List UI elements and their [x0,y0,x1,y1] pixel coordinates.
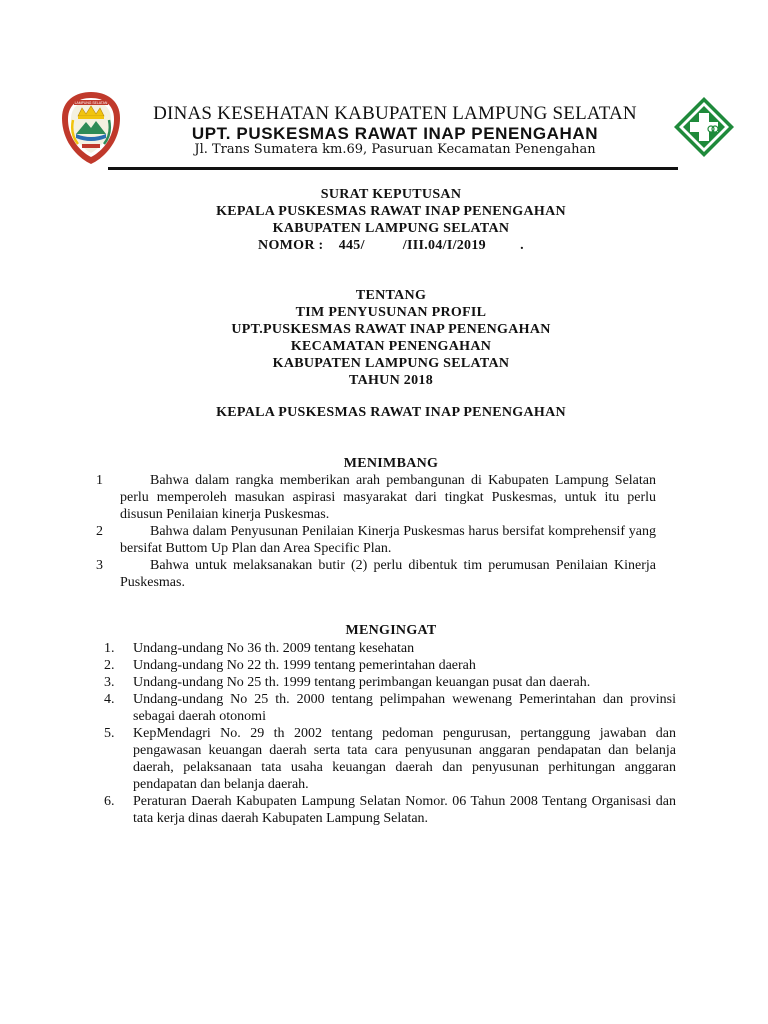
list-item [104,674,676,691]
tentang-block [100,287,682,389]
title-line: SURAT KEPUTUSAN [320,187,462,202]
menimbang-heading: MENIMBANG [343,456,439,471]
tentang-line: UPT.PUSKESMAS RAWAT INAP PENENGAHAN [231,322,551,337]
item-number: 3. [104,675,115,690]
header-institution: UPT. PUSKESMAS RAWAT INAP PENENGAHAN [191,124,599,143]
list-item [96,557,656,591]
list-item [96,523,656,557]
item-text: Bahwa dalam rangka memberikan arah pembangunan di Kabupaten Lampung Selatan perlu memperoleh masukan aspirasi masyarakat dari tingkat Puskesmas, untuk itu perlu disusun Penilaian kinerja Puskesmas. [120,473,656,522]
signatory-title: KEPALA PUSKESMAS RAWAT INAP PENENGAHAN [216,405,566,420]
tentang-line: KABUPATEN LAMPUNG SELATAN [272,356,510,371]
list-item [104,691,676,725]
tentang-line: KECAMATAN PENENGAHAN [290,339,492,354]
list-item [104,725,676,793]
item-number: 4. [104,692,115,707]
logo-top-text: LAMPUNG SELATAN [74,101,108,106]
title-line: KEPALA PUSKESMAS RAWAT INAP PENENGAHAN [216,204,566,219]
item-text: Peraturan Daerah Kabupaten Lampung Selatan Nomor. 06 Tahun 2008 Tentang Organisasi dan tata kerja dinas daerah Kabupaten Lampung Selatan. [133,794,676,826]
menimbang-list [96,472,656,591]
item-number: 1. [104,641,115,656]
tentang-line: TAHUN 2018 [348,373,434,388]
mengingat-heading: MENGINGAT [345,623,437,638]
item-text: Undang-undang No 25 th. 1999 tentang perimbangan keuangan pusat dan daerah. [133,675,591,690]
item-text: Bahwa untuk melaksanakan butir (2) perlu dibentuk tim perumusan Penilaian Kinerja Puskesmas. [120,558,656,590]
header-agency: DINAS KESEHATAN KABUPATEN LAMPUNG SELATAN [153,103,637,124]
puskesmas-cross-icon [673,96,735,158]
tentang-line: TENTANG [355,288,427,303]
item-number: 3 [96,558,103,573]
lampung-selatan-emblem-icon [60,90,122,166]
title-block [100,186,682,254]
item-number: 6. [104,794,115,809]
list-item [96,472,656,523]
title-line: KABUPATEN LAMPUNG SELATAN [272,221,510,236]
item-text: Bahwa dalam Penyusunan Penilaian Kinerja Puskesmas harus bersifat komprehensif yang bersifat Buttom Up Plan dan Area Specific Plan. [120,524,656,556]
item-text: Undang-undang No 22 th. 1999 tentang pemerintahan daerah [133,658,476,673]
item-number: 2. [104,658,115,673]
item-number: 1 [96,473,103,488]
header-address: Jl. Trans Sumatera km.69, Pasuruan Kecamatan Penengahan [194,142,596,157]
list-item [104,640,676,657]
item-text: Undang-undang No 25 th. 2000 tentang pelimpahan wewenang Pemerintahan dan provinsi sebagai daerah otonomi [133,692,676,724]
header-divider [108,167,678,170]
mengingat-list [104,640,676,827]
item-number: 2 [96,524,103,539]
item-text: Undang-undang No 36 th. 2009 tentang kesehatan [133,641,415,656]
tentang-line: TIM PENYUSUNAN PROFIL [295,305,487,320]
item-text: KepMendagri No. 29 th 2002 tentang pedoman pengurusan, pertanggung jawaban dan pengawasan keuangan daerah serta tata cara penyusunan anggaran pendapatan dan belanja daerah, pelaksanaan tata usaha keuangan daerah dan penyusunan perhitungan anggaran pendapatan dan belanja daerah. [133,726,676,792]
list-item [104,657,676,674]
list-item [104,793,676,827]
decree-number: NOMOR : 445/ /III.04/I/2019 . [258,238,524,253]
item-number: 5. [104,726,115,741]
